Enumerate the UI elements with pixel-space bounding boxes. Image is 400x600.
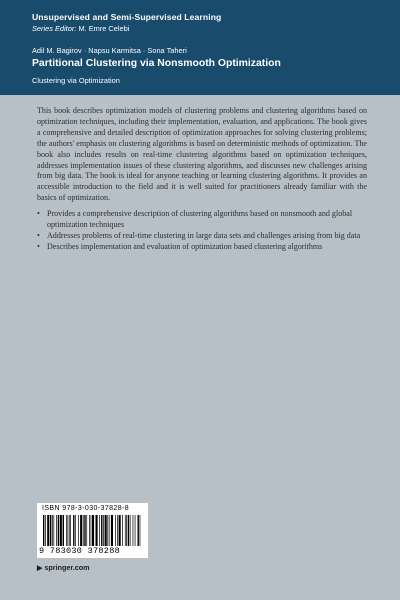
isbn-label: ISBN 978-3-030-37828-8 xyxy=(42,505,130,512)
list-item xyxy=(37,242,367,253)
barcode-box xyxy=(37,503,148,558)
list-item-text: Addresses problems of real-time clustering in large data sets and challenges arising from big data xyxy=(47,230,361,240)
list-item xyxy=(37,231,367,242)
bullet-icon: • xyxy=(37,230,40,240)
header-band xyxy=(0,0,400,95)
publisher-link[interactable] xyxy=(37,563,90,572)
body-text xyxy=(37,106,367,253)
series-editor-name: M. Emre Celebi xyxy=(78,24,130,33)
authors: Adil M. Bagirov · Napsu Karmitsa · Sona Taheri xyxy=(32,46,187,55)
list-item xyxy=(37,209,367,231)
book-title: Partitional Clustering via Nonsmooth Optimization xyxy=(32,58,281,69)
list-item-text: Describes implementation and evaluation of optimization based clustering algorithms xyxy=(47,241,323,251)
arrow-right-icon: ▶ xyxy=(37,565,43,572)
feature-list xyxy=(37,209,367,253)
bullet-icon: • xyxy=(37,241,40,251)
series-title: Unsupervised and Semi-Supervised Learning xyxy=(32,12,222,22)
book-subtitle: Clustering via Optimization xyxy=(32,76,120,85)
series-editor xyxy=(32,24,129,33)
bullet-icon: • xyxy=(37,209,40,219)
barcode-icon xyxy=(42,515,143,546)
book-description: This book describes optimization models of clustering problems and clustering algorithms based on optimization techniques, including their implementation, evaluation, and applications. The book gives a comprehensive and detailed description of optimization approaches for solving clustering problems; the authors' emphasis on clustering algorithms is based on deterministic methods of optimization. The book also includes results on real-time clustering algorithms based on optimization techniques, addresses implementation issues of these clustering algorithms, and discusses new challenges arising from big data. The book is ideal for anyone teaching or learning clustering algorithms. It provides an accessible introduction to the field and it is well suited for practitioners already familiar with the basics of optimization. xyxy=(37,106,367,203)
barcode-number: 9 783030 378288 xyxy=(39,546,121,556)
publisher-name: springer.com xyxy=(44,563,90,572)
series-editor-label: Series Editor: xyxy=(32,24,77,33)
list-item-text: Provides a comprehensive description of clustering algorithms based on nonsmooth and global optimization techniques xyxy=(47,209,353,230)
